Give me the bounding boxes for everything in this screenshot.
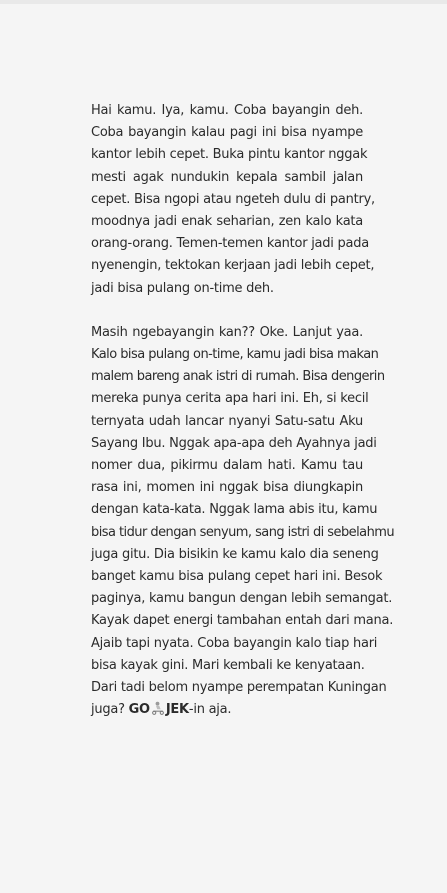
text-line: Hai kamu. Iya, kamu. Coba bayangin deh.	[91, 103, 363, 118]
final-prefix: juga?	[91, 702, 129, 718]
final-suffix: -in aja.	[188, 702, 232, 718]
text-line: Coba bayangin kalau pagi ini bisa nyampe	[91, 125, 363, 141]
paragraph-1	[91, 100, 375, 300]
text-line: nomer dua, pikirmu dalam hati. Kamu tau	[91, 458, 363, 474]
text-line: Ajaib tapi nyata. Coba bayangin kalo tiap hari	[91, 635, 378, 651]
final-line	[91, 699, 363, 721]
brand-name-start: GO	[128, 702, 150, 718]
text-line: nyenengin, tektokan kerjaan jadi lebih cepet,	[91, 258, 375, 274]
text-line: orang-orang. Temen-temen kantor jadi pada	[91, 236, 369, 252]
text-line: bisa kayak gini. Mari kembali ke kenyataan.	[91, 657, 365, 673]
text-line: mereka punya cerita apa hari ini. Eh, si kecil	[91, 391, 369, 407]
paragraph-2	[91, 322, 395, 722]
text-line: rasa ini, momen ini nggak bisa diungkapin	[91, 480, 363, 496]
text-line: ternyata udah lancar nyanyi Satu-satu Aku	[91, 413, 363, 429]
top-edge	[0, 0, 447, 4]
text-line: kantor lebih cepet. Buka pintu kantor nggak	[91, 147, 368, 163]
text-line: dengan kata-kata. Nggak lama abis itu, kamu	[91, 502, 378, 518]
text-line: mesti agak nundukin kepala sambil jalan	[91, 169, 363, 185]
text-line: Kalo bisa pulang on-time, kamu jadi bisa makan	[91, 347, 379, 363]
text-line: Sayang Ibu. Nggak apa-apa deh Ayahnya jadi	[91, 435, 377, 451]
text-line: bisa tidur dengan senyum, sang istri di sebelahmu	[91, 524, 395, 540]
text-line: malem bareng anak istri di rumah. Bisa dengerin	[91, 369, 385, 385]
paragraph-spacer	[91, 300, 363, 322]
text-line: Kayak dapet energi tambahan entah dari mana.	[91, 613, 394, 629]
text-line: Dari tadi belom nyampe perempatan Kuningan	[91, 680, 387, 696]
article-body	[91, 100, 395, 721]
text-line: Masih ngebayangin kan?? Oke. Lanjut yaa.	[91, 324, 363, 340]
text-line: moodnya jadi enak seharian, zen kalo kata	[91, 214, 363, 230]
text-line: paginya, kamu bangun dengan lebih semangat.	[91, 591, 393, 607]
text-line: banget kamu bisa pulang cepet hari ini. Besok	[91, 569, 383, 585]
gojek-driver-icon	[151, 701, 165, 715]
brand-name-end: JEK	[165, 702, 189, 718]
text-line: cepet. Bisa ngopi atau ngeteh dulu di pantry,	[91, 191, 375, 207]
text-line: juga gitu. Dia bisikin ke kamu kalo dia seneng	[91, 546, 379, 562]
text-line: jadi bisa pulang on-time deh.	[91, 280, 274, 296]
